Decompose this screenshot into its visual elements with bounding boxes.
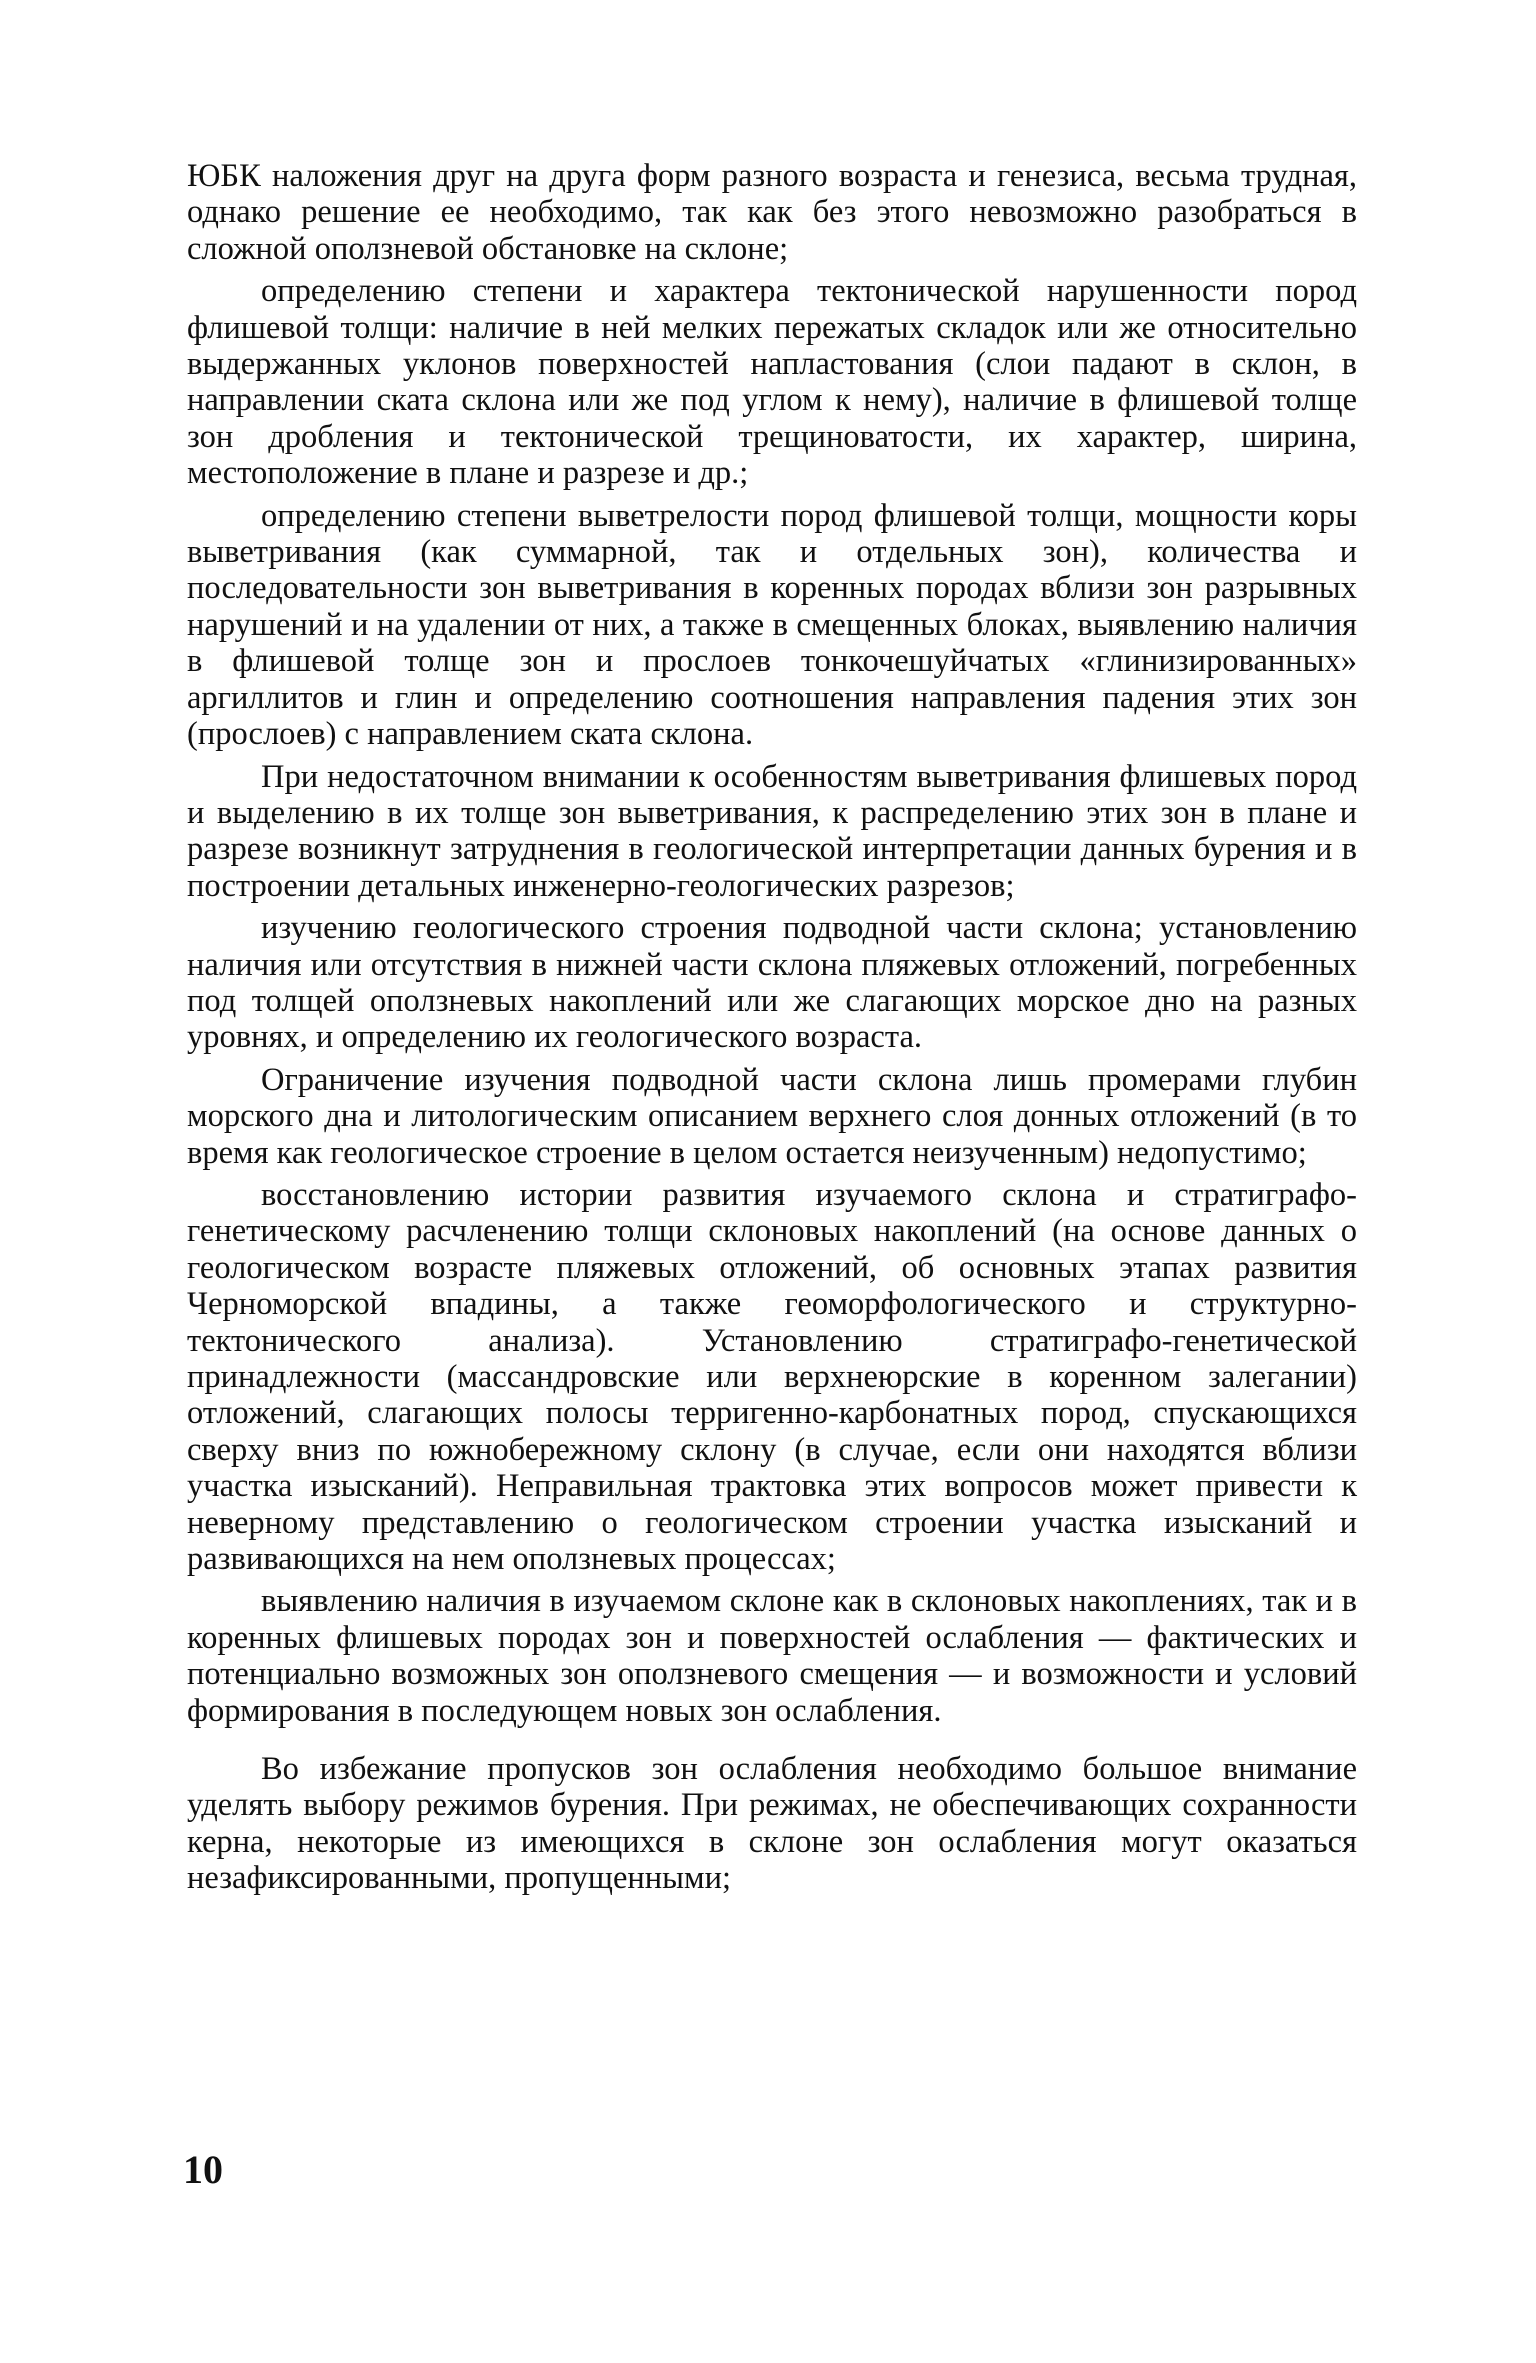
paragraph-2: определению степени и характера тектонической нарушенности пород флишевой толщи: наличие в ней мелких пережатых складок или же относительно выдержанных уклонов поверхностей напластования (слои падают в склон, в направлении ската склона или же под углом к нему), наличие в флишевой толще зон дробления и тектонической трещиноватости, их характер, ширина, местоположение в плане и разрезе и др.; bbox=[187, 273, 1357, 492]
paragraph-5: изучению геологического строения подводной части склона; установлению наличия или отсутствия в нижней части склона пляжевых отложений, погребенных под толщей оползневых накоплений или же слагающих морское дно на разных уровнях, и определению их геологического возраста. bbox=[187, 910, 1357, 1056]
paragraph-3: определению степени выветрелости пород флишевой толщи, мощности коры выветривания (как суммарной, так и отдельных зон), количества и последовательности зон выветривания в коренных породах вблизи зон разрывных нарушений и на удалении от них, а также в смещенных блоках, выявлению наличия в флишевой толще зон и прослоев тонкочешуйчатых «глинизированных» аргиллитов и глин и определению соотношения направления падения этих зон (прослоев) с направлением ската склона. bbox=[187, 497, 1357, 753]
paragraph-1: ЮБК наложения друг на друга форм разного возраста и генезиса, весьма трудная, однако решение ее необходимо, так как без этого невозможно разобраться в сложной оползневой обстановке на склоне; bbox=[187, 158, 1357, 267]
paragraph-4: При недостаточном внимании к особенностям выветривания флишевых пород и выделению в их толще зон выветривания, к распределению этих зон в плане и разрезе возникнут затруднения в геологической интерпретации данных бурения и в построении детальных инженерно-геологических разрезов; bbox=[187, 758, 1357, 904]
paragraph-9: Во избежание пропусков зон ослабления необходимо большое внимание уделять выбору режимов бурения. При режимах, не обеспечивающих сохранности керна, некоторые из имеющихся в склоне зон ослабления могут оказаться незафиксированными, пропущенными; bbox=[187, 1751, 1357, 1897]
paragraph-7: восстановлению истории развития изучаемого склона и стратиграфо-генетическому расчленению толщи склоновых накоплений (на основе данных о геологическом возрасте пляжевых отложений, об основных этапах развития Черноморской впадины, а также геоморфологического и структурно-тектонического анализа). Установлению стратиграфо-генетической принадлежности (массандровские или верхнеюрские в коренном залегании) отложений, слагающих полосы терригенно-карбонатных пород, спускающихся сверху вниз по южнобережному склону (в случае, если они находятся вблизи участка изысканий). Неправильная трактовка этих вопросов может привести к неверному представлению о геологическом строении участка изысканий и развивающихся на нем оползневых процессах; bbox=[187, 1176, 1357, 1578]
page-number: 10 bbox=[183, 2147, 223, 2192]
paragraph-8: выявлению наличия в изучаемом склоне как в склоновых накоплениях, так и в коренных флишевых породах зон и поверхностей ослабления — фактических и потенциально возможных зон оползневого смещения — и возможности и условий формирования в последующем новых зон ослабления. bbox=[187, 1583, 1357, 1729]
paragraph-6: Ограничение изучения подводной части склона лишь промерами глубин морского дна и литологическим описанием верхнего слоя донных отложений (в то время как геологическое строение в целом остается неизученным) недопустимо; bbox=[187, 1061, 1357, 1171]
page-body bbox=[187, 158, 1357, 1903]
